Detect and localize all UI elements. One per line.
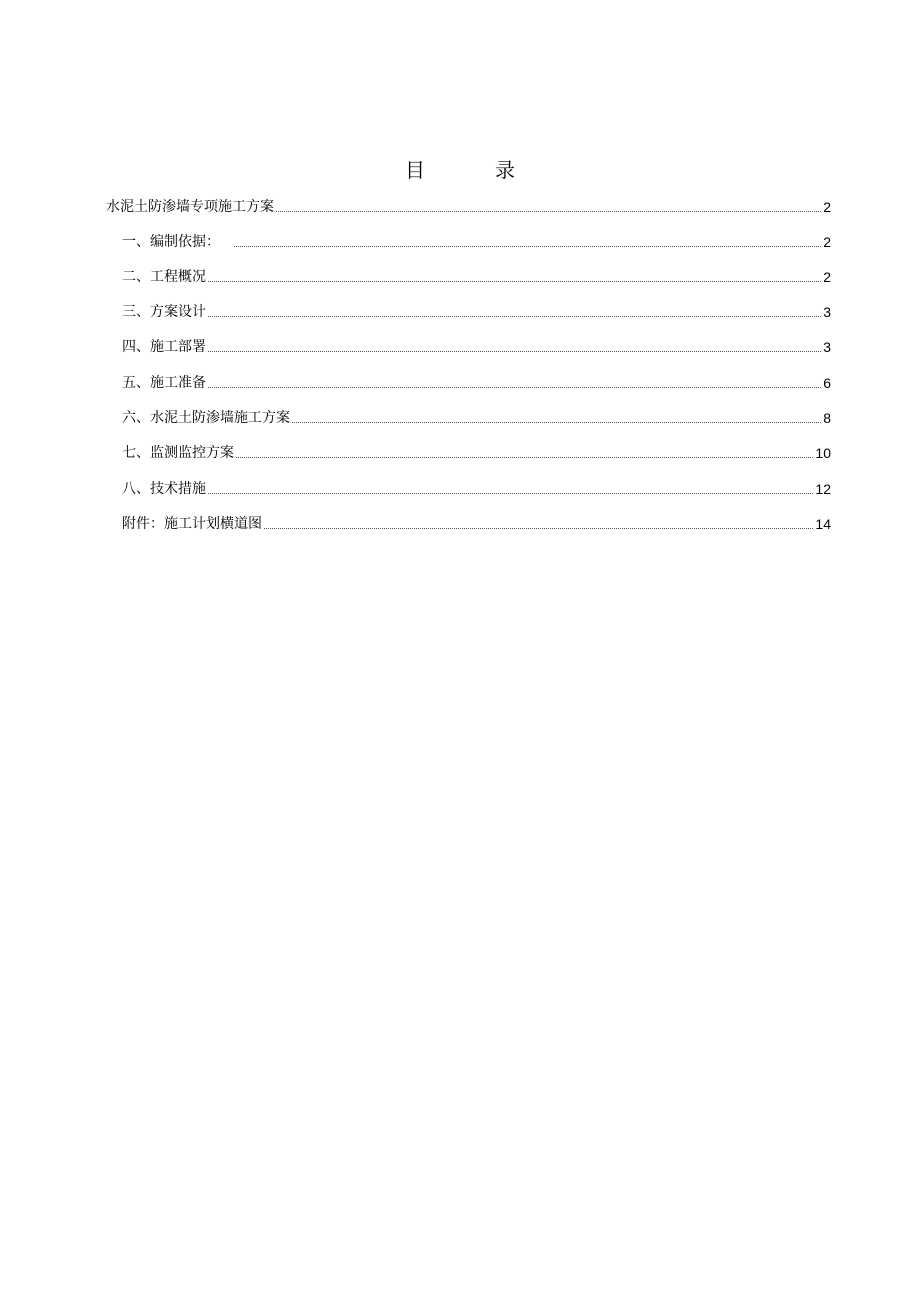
- toc-entry-text: 七、监测监控方案: [122, 445, 234, 461]
- toc-dot-leader: [208, 280, 821, 282]
- toc-title-char-2: 录: [495, 158, 515, 182]
- toc-entry[interactable]: [122, 227, 831, 251]
- toc-entry-page: 6: [823, 375, 831, 391]
- toc-entry-page: 3: [823, 304, 831, 320]
- toc-entry[interactable]: [122, 474, 831, 498]
- toc-entry-text: 二、工程概况: [122, 269, 206, 285]
- toc-entry-text: 五、施工准备: [122, 375, 206, 391]
- toc-entry-page: 8: [823, 410, 831, 426]
- toc-entry[interactable]: [122, 297, 831, 321]
- toc-entry-text: 八、技术措施: [122, 481, 206, 497]
- toc-entry[interactable]: [122, 368, 831, 392]
- toc-entry-page: 12: [815, 481, 831, 497]
- toc-dot-leader: [208, 386, 821, 388]
- toc-entry-text: 水泥土防渗墙专项施工方案: [106, 199, 274, 215]
- toc-entry[interactable]: [122, 509, 831, 533]
- toc-title: [0, 154, 920, 183]
- toc-entry-text: 三、方案设计: [122, 304, 206, 320]
- toc-dot-leader: [208, 315, 821, 317]
- toc-entry[interactable]: [122, 403, 831, 427]
- toc-entry[interactable]: [122, 262, 831, 286]
- toc-title-char-1: 目: [405, 158, 425, 182]
- toc-entry-page: 3: [823, 339, 831, 355]
- toc-entry[interactable]: [122, 438, 831, 462]
- toc-dot-leader: [208, 492, 813, 494]
- toc-dot-leader: [292, 421, 821, 423]
- toc-entry-page: 10: [815, 445, 831, 461]
- toc-dot-leader: [234, 245, 821, 247]
- toc-entry-page: 14: [815, 516, 831, 532]
- toc-entry-page: 2: [823, 234, 831, 250]
- toc-entry-text: 一、编制依据：: [122, 234, 220, 250]
- toc-entry-text: 附件：施工计划横道图: [122, 516, 262, 532]
- toc-dot-leader: [264, 527, 813, 529]
- toc-entry-text: 四、施工部署: [122, 339, 206, 355]
- toc-dot-leader: [276, 210, 821, 212]
- toc-entry-text: 六、水泥土防渗墙施工方案: [122, 410, 290, 426]
- toc-entry[interactable]: [122, 332, 831, 356]
- toc-entry-page: 2: [823, 269, 831, 285]
- toc-dot-leader: [208, 350, 821, 352]
- toc-dot-leader: [236, 456, 813, 458]
- toc-entry-page: 2: [823, 199, 831, 215]
- toc-entry[interactable]: [106, 192, 831, 216]
